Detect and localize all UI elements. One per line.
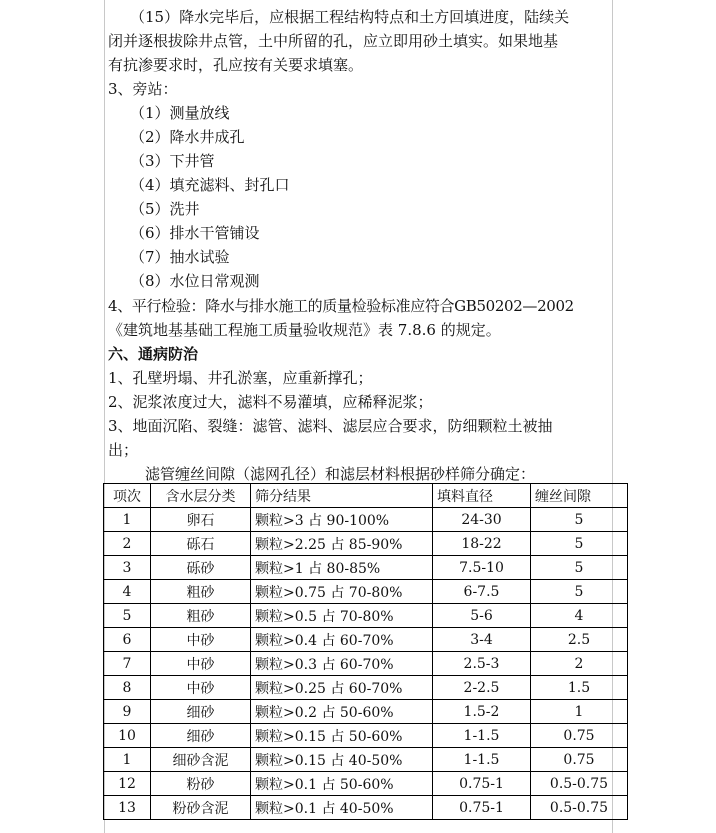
- cell-sieve-result: 颗粒>0.15 占 50-60%: [251, 724, 433, 748]
- cell-sieve-result: 颗粒>0.1 占 50-60%: [251, 772, 433, 796]
- cell-item-no: 10: [104, 724, 151, 748]
- cell-filler-diameter: 1-1.5: [433, 748, 531, 772]
- list-item: （1）测量放线: [130, 104, 230, 122]
- cell-sieve-result: 颗粒>1 占 80-85%: [251, 556, 433, 580]
- cell-sieve-result: 颗粒>0.2 占 50-60%: [251, 700, 433, 724]
- cell-filler-diameter: 5-6: [433, 604, 531, 628]
- cell-wire-gap: 0.75: [531, 748, 628, 772]
- section-heading-side-station: 3、旁站：: [108, 80, 178, 98]
- paragraph-line: 2、泥浆浓度过大，滤料不易灌填，应稀释泥浆；: [108, 393, 433, 411]
- cell-filler-diameter: 2-2.5: [433, 676, 531, 700]
- cell-wire-gap: 5: [531, 580, 628, 604]
- cell-item-no: 4: [104, 580, 151, 604]
- cell-item-no: 3: [104, 556, 151, 580]
- table-row: [104, 628, 628, 652]
- cell-aquifer-type: 中砂: [151, 652, 251, 676]
- cell-aquifer-type: 细砂: [151, 724, 251, 748]
- cell-item-no: 1: [104, 508, 151, 532]
- table-row: [104, 772, 628, 796]
- paragraph-line: 出；: [108, 441, 139, 459]
- cell-item-no: 9: [104, 700, 151, 724]
- paragraph-line: 3、地面沉陷、裂缝：滤管、滤料、滤层应合要求，防细颗粒土被抽: [108, 417, 553, 435]
- cell-sieve-result: 颗粒>3 占 90-100%: [251, 508, 433, 532]
- cell-item-no: 8: [104, 676, 151, 700]
- header-sieve-result: 筛分结果: [251, 484, 433, 508]
- list-item: （2）降水井成孔: [130, 128, 245, 146]
- list-item: （7）抽水试验: [130, 248, 230, 266]
- table-row: [104, 580, 628, 604]
- cell-aquifer-type: 细砂含泥: [151, 748, 251, 772]
- cell-aquifer-type: 中砂: [151, 676, 251, 700]
- cell-wire-gap: 5: [531, 508, 628, 532]
- table-header-row: [104, 484, 628, 508]
- table-body: [104, 508, 628, 820]
- table-row: [104, 700, 628, 724]
- cell-filler-diameter: 18-22: [433, 532, 531, 556]
- cell-sieve-result: 颗粒>0.25 占 60-70%: [251, 676, 433, 700]
- cell-aquifer-type: 细砂: [151, 700, 251, 724]
- header-item-no: 项次: [104, 484, 151, 508]
- paragraph-line: 《建筑地基基础工程施工质量验收规范》表 7.8.6 的规定。: [108, 321, 501, 339]
- list-item: （3）下井管: [130, 152, 215, 170]
- paragraph-line: 4、平行检验：降水与排水施工的质量检验标准应符合GB50202—2002: [108, 297, 574, 315]
- cell-aquifer-type: 中砂: [151, 628, 251, 652]
- table-row: [104, 604, 628, 628]
- cell-wire-gap: 0.5-0.75: [531, 796, 628, 820]
- cell-aquifer-type: 卵石: [151, 508, 251, 532]
- table-caption: 滤管缠丝间隙（滤网孔径）和滤层材料根据砂样筛分确定：: [145, 465, 536, 483]
- list-item: （6）排水干管铺设: [130, 224, 260, 242]
- table-row: [104, 556, 628, 580]
- table-row: [104, 748, 628, 772]
- cell-filler-diameter: 3-4: [433, 628, 531, 652]
- cell-wire-gap: 4: [531, 604, 628, 628]
- cell-item-no: 12: [104, 772, 151, 796]
- paragraph-line: 1、孔壁坍塌、井孔淤塞，应重新撑孔；: [108, 369, 373, 387]
- section-heading-defect-prevention: 六、通病防治: [108, 345, 199, 363]
- table-row: [104, 724, 628, 748]
- list-item: （8）水位日常观测: [130, 272, 260, 290]
- table-row: [104, 532, 628, 556]
- cell-aquifer-type: 粉砂含泥: [151, 796, 251, 820]
- cell-sieve-result: 颗粒>2.25 占 85-90%: [251, 532, 433, 556]
- cell-wire-gap: 1.5: [531, 676, 628, 700]
- cell-filler-diameter: 1.5-2: [433, 700, 531, 724]
- cell-wire-gap: 0.75: [531, 724, 628, 748]
- cell-item-no: 7: [104, 652, 151, 676]
- cell-wire-gap: 1: [531, 700, 628, 724]
- cell-item-no: 13: [104, 796, 151, 820]
- cell-item-no: 2: [104, 532, 151, 556]
- header-filler-diameter: 填料直径: [433, 484, 531, 508]
- cell-sieve-result: 颗粒>0.1 占 40-50%: [251, 796, 433, 820]
- header-wire-gap: 缠丝间隙: [531, 484, 628, 508]
- cell-filler-diameter: 0.75-1: [433, 772, 531, 796]
- cell-sieve-result: 颗粒>0.75 占 70-80%: [251, 580, 433, 604]
- sieve-table: [103, 483, 628, 820]
- cell-filler-diameter: 7.5-10: [433, 556, 531, 580]
- header-aquifer-type: 含水层分类: [151, 484, 251, 508]
- cell-aquifer-type: 粗砂: [151, 604, 251, 628]
- paragraph-line: 有抗渗要求时，孔应按有关要求填塞。: [108, 56, 364, 74]
- cell-aquifer-type: 粗砂: [151, 580, 251, 604]
- cell-filler-diameter: 1-1.5: [433, 724, 531, 748]
- cell-item-no: 6: [104, 628, 151, 652]
- cell-sieve-result: 颗粒>0.15 占 40-50%: [251, 748, 433, 772]
- cell-filler-diameter: 2.5-3: [433, 652, 531, 676]
- list-item: （5）洗井: [130, 200, 200, 218]
- cell-item-no: 5: [104, 604, 151, 628]
- list-item: （4）填充滤料、封孔口: [130, 176, 290, 194]
- cell-item-no: 1: [104, 748, 151, 772]
- cell-sieve-result: 颗粒>0.4 占 60-70%: [251, 628, 433, 652]
- cell-filler-diameter: 6-7.5: [433, 580, 531, 604]
- table-row: [104, 796, 628, 820]
- cell-sieve-result: 颗粒>0.3 占 60-70%: [251, 652, 433, 676]
- cell-sieve-result: 颗粒>0.5 占 70-80%: [251, 604, 433, 628]
- cell-aquifer-type: 砾石: [151, 532, 251, 556]
- cell-wire-gap: 0.5-0.75: [531, 772, 628, 796]
- cell-wire-gap: 2.5: [531, 628, 628, 652]
- cell-aquifer-type: 粉砂: [151, 772, 251, 796]
- cell-filler-diameter: 24-30: [433, 508, 531, 532]
- table-row: [104, 652, 628, 676]
- cell-filler-diameter: 0.75-1: [433, 796, 531, 820]
- table-row: [104, 676, 628, 700]
- paragraph-line: （15）降水完毕后，应根据工程结构特点和土方回填进度，陆续关: [130, 8, 570, 26]
- table-row: [104, 508, 628, 532]
- cell-aquifer-type: 砾砂: [151, 556, 251, 580]
- cell-wire-gap: 2: [531, 652, 628, 676]
- cell-wire-gap: 5: [531, 556, 628, 580]
- cell-wire-gap: 5: [531, 532, 628, 556]
- paragraph-line: 闭并逐根拔除井点管，土中所留的孔，应立即用砂土填实。如果地基: [108, 32, 559, 50]
